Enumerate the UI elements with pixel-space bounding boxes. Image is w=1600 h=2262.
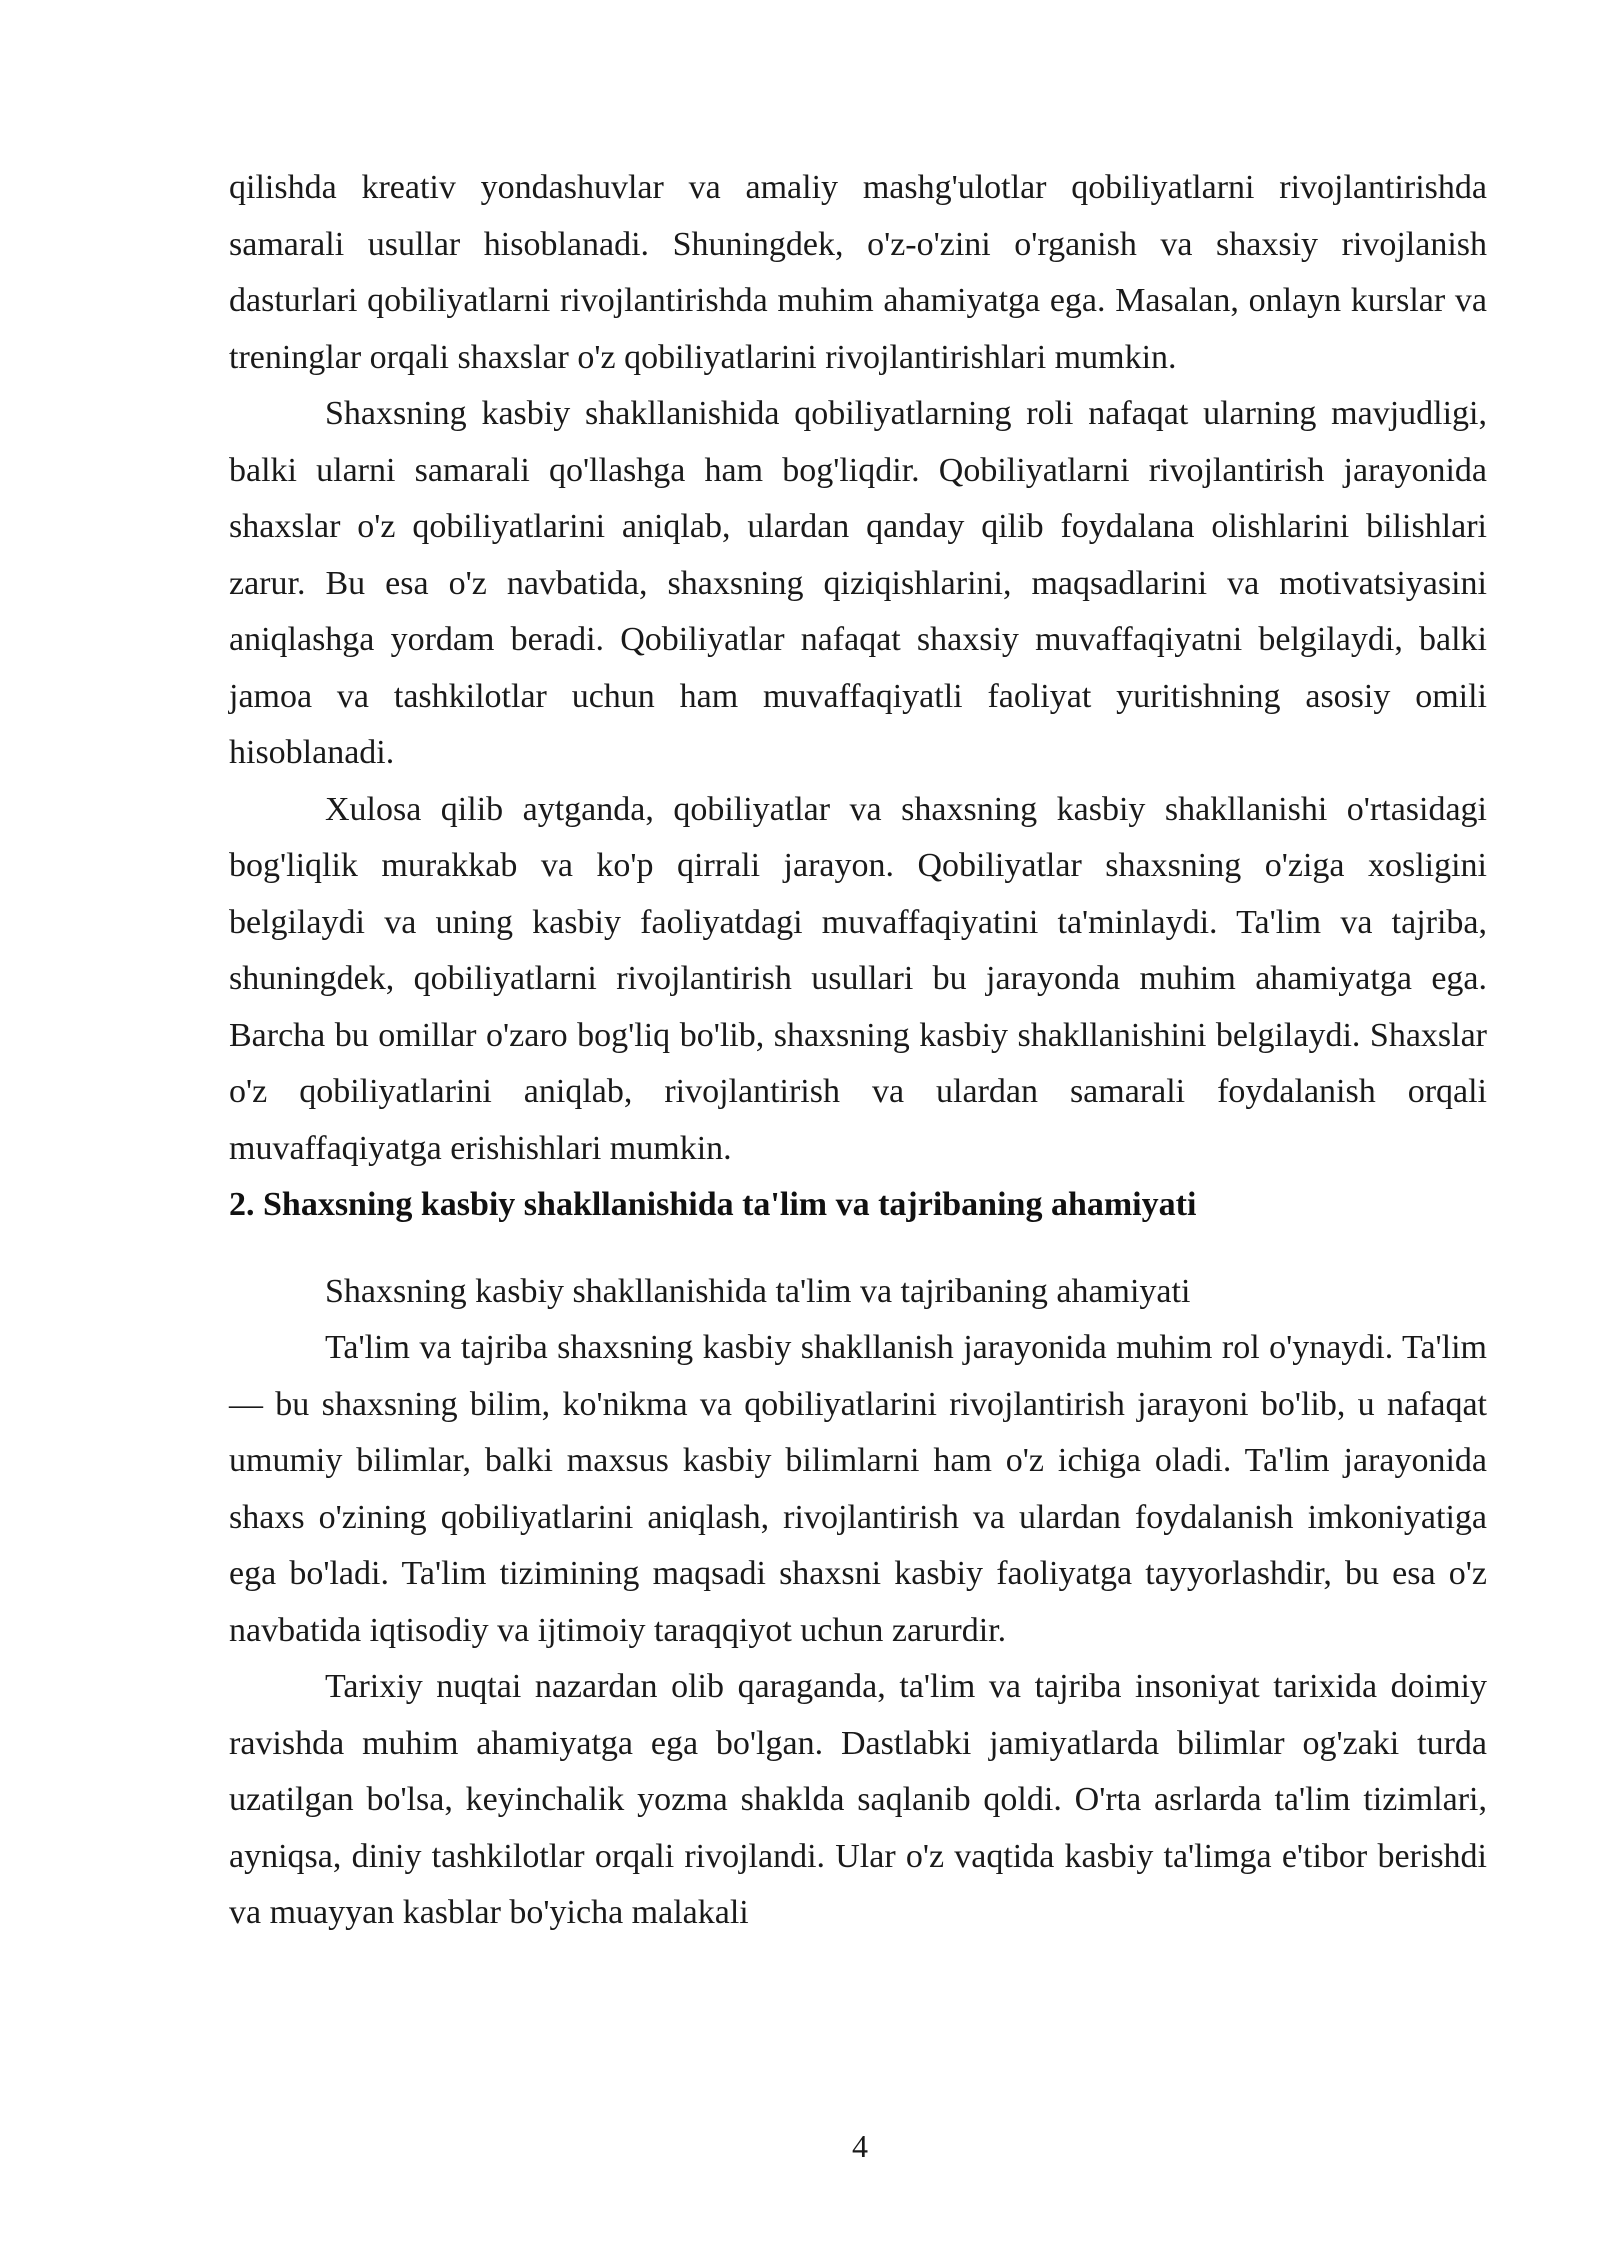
section-heading: 2. Shaxsning kasbiy shakllanishida ta'lim va tajribaning ahamiyati — [229, 1186, 1197, 1223]
paragraph-education-role: Ta'lim va tajriba shaxsning kasbiy shakllanish jarayonida muhim rol o'ynaydi. Ta'lim — bu shaxsning bilim, ko'nikma va qobiliyatlarini rivojlantirish jarayoni bo'lib, u nafaqat umumiy bilimlar, balki maxsus kasbiy bilimlarni ham o'z ichiga oladi. Ta'lim jarayonida shaxs o'zining qobiliyatlarini aniqlash, rivojlantirish va ulardan foydalanish imkoniyatiga ega bo'ladi. Ta'lim tizimining maqsadi shaxsni kasbiy faoliyatga tayyorlashdir, bu esa o'z navbatida iqtisodiy va ijtimoiy taraqqiyot uchun zarurdir. — [229, 1329, 1487, 1649]
section-subtitle: Shaxsning kasbiy shakllanishida ta'lim va tajribaning ahamiyati — [325, 1272, 1191, 1310]
page-number: 4 — [852, 2128, 868, 2164]
paragraph-conclusion: Xulosa qilib aytganda, qobiliyatlar va shaxsning kasbiy shakllanishi o'rtasidagi bog'liqlik murakkab va ko'p qirrali jarayon. Qobiliyatlar shaxsning o'ziga xosligini belgilaydi va uning kasbiy faoliyatdagi muvaffaqiyatini ta'minlaydi. Ta'lim va tajriba, shuningdek, qobiliyatlarni rivojlantirish usullari bu jarayonda muhim ahamiyatga ega. Barcha bu omillar o'zaro bog'liq bo'lib, shaxsning kasbiy shakllanishini belgilaydi. Shaxslar o'z qobiliyatlarini aniqlab, rivojlantirish va ulardan samarali foydalanish orqali muvaffaqiyatga erishishlari mumkin. — [229, 790, 1487, 1167]
paragraph-historical-view: Tarixiy nuqtai nazardan olib qaraganda, ta'lim va tajriba insoniyat tarixida doimiy ravishda muhim ahamiyatga ega bo'lgan. Dastlabki jamiyatlarda bilimlar og'zaki turda uzatilgan bo'lsa, keyinchalik yozma shaklda saqlanib qoldi. O'rta asrlarda ta'lim tizimlari, ayniqsa, diniy tashkilotlar orqali rivojlandi. Ular o'z vaqtida kasbiy ta'limga e'tibor berishdi va muayyan kasblar bo'yicha malakali — [229, 1668, 1487, 1931]
document-page — [229, 160, 1487, 1942]
paragraph-continuation: qilishda kreativ yondashuvlar va amaliy mashg'ulotlar qobiliyatlarni rivojlantirishda samarali usullar hisoblanadi. Shuningdek, o'z-o'zini o'rganish va shaxsiy rivojlanish dasturlari qobiliyatlarni rivojlantirishda muhim ahamiyatga ega. Masalan, onlayn kurslar va treninglar orqali shaxslar o'z qobiliyatlarini rivojlantirishlari mumkin. — [229, 169, 1487, 376]
paragraph-abilities-role: Shaxsning kasbiy shakllanishida qobiliyatlarning roli nafaqat ularning mavjudligi, balki ularni samarali qo'llashga ham bog'liqdir. Qobiliyatlarni rivojlantirish jarayonida shaxslar o'z qobiliyatlarini aniqlab, ulardan qanday qilib foydalana olishlarini bilishlari zarur. Bu esa o'z navbatida, shaxsning qiziqishlarini, maqsadlarini va motivatsiyasini aniqlashga yordam beradi. Qobiliyatlar nafaqat shaxsiy muvaffaqiyatni belgilaydi, balki jamoa va tashkilotlar uchun ham muvaffaqiyatli faoliyat yuritishning asosiy omili hisoblanadi. — [229, 395, 1487, 771]
